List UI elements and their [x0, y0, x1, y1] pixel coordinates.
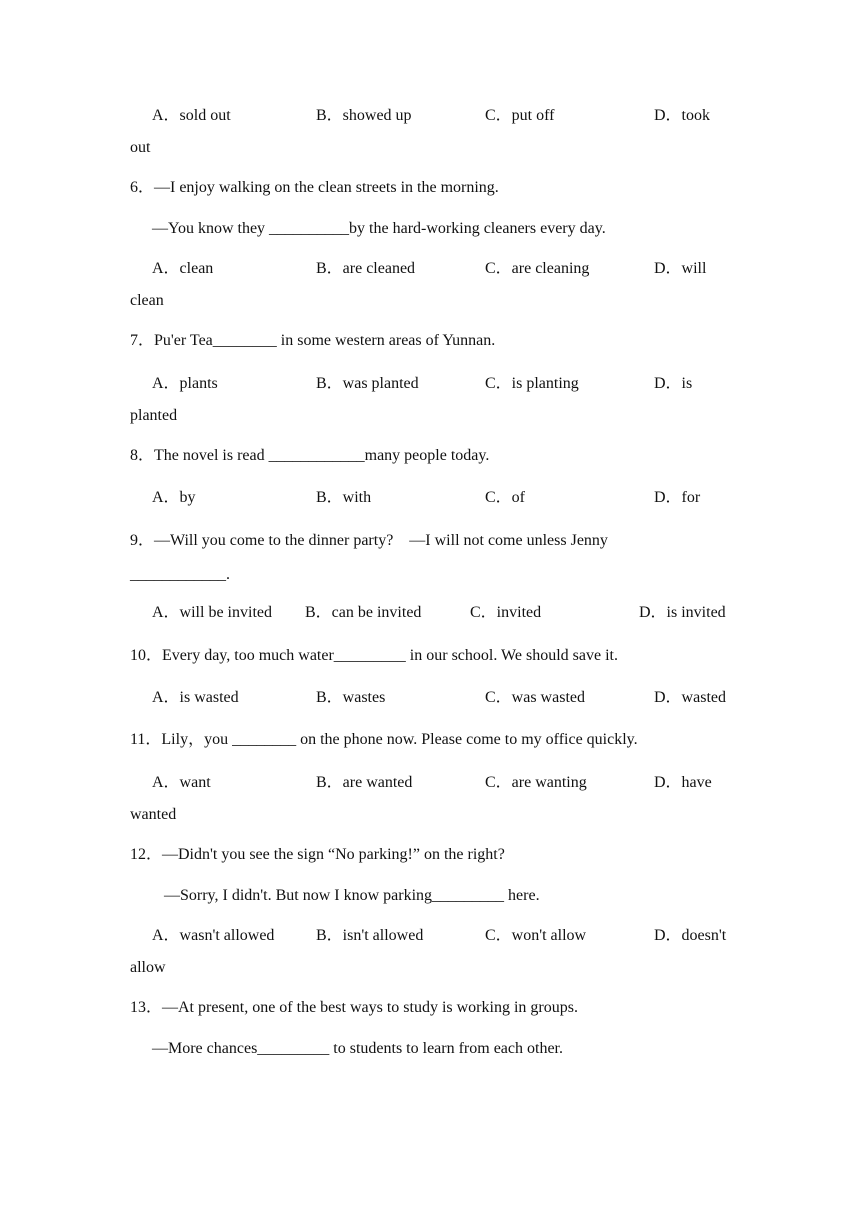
q8-option-b: B．with	[316, 489, 372, 506]
q8-stem: 8．The novel is read ____________many people today.	[130, 447, 490, 464]
q11-option-b: B．are wanted	[316, 774, 413, 791]
q10-option-b: B．wastes	[316, 689, 386, 706]
q11-option-d: D．have	[654, 774, 712, 791]
q11-option-c: C．are wanting	[485, 774, 587, 791]
q10-stem: 10．Every day, too much water_________ in our school. We should save it.	[130, 647, 618, 664]
q9-option-c: C．invited	[470, 604, 542, 621]
q10-option-c: C．was wasted	[485, 689, 585, 706]
q6-option-a: A．clean	[152, 260, 214, 277]
q6-option-c: C．are cleaning	[485, 260, 590, 277]
q13-stem: 13．—At present, one of the best ways to study is working in groups.	[130, 999, 578, 1016]
q9-option-d: D．is invited	[639, 604, 726, 621]
q5-option-d: D．took	[654, 107, 711, 124]
q11-option-d-wrap: wanted	[130, 806, 177, 823]
q7-stem: 7．Pu'er Tea________ in some western areas of Yunnan.	[130, 332, 496, 349]
q5-option-a: A．sold out	[152, 107, 231, 124]
q11-stem: 11．Lily，you ________ on the phone now. Please come to my office quickly.	[130, 731, 638, 748]
q12-option-d: D．doesn't	[654, 927, 727, 944]
q13-reply: —More chances_________ to students to learn from each other.	[152, 1040, 563, 1057]
q7-option-d: D．is	[654, 375, 693, 392]
q8-option-a: A．by	[152, 489, 196, 506]
q9-stem: 9．—Will you come to the dinner party? —I will not come unless Jenny	[130, 532, 608, 549]
q12-stem: 12．—Didn't you see the sign “No parking!” on the right?	[130, 846, 505, 863]
q6-option-b: B．are cleaned	[316, 260, 416, 277]
q7-option-c: C．is planting	[485, 375, 579, 392]
q8-option-d: D．for	[654, 489, 701, 506]
q12-option-d-wrap: allow	[130, 959, 166, 976]
q12-option-b: B．isn't allowed	[316, 927, 424, 944]
q10-option-d: D．wasted	[654, 689, 726, 706]
q8-option-c: C．of	[485, 489, 526, 506]
q12-option-a: A．wasn't allowed	[152, 927, 275, 944]
q7-option-d-wrap: planted	[130, 407, 178, 424]
q9-option-a: A．will be invited	[152, 604, 272, 621]
q5-option-c: C．put off	[485, 107, 555, 124]
q11-option-a: A．want	[152, 774, 211, 791]
q6-reply: —You know they __________by the hard-working cleaners every day.	[152, 220, 606, 237]
q5-option-b: B．showed up	[316, 107, 412, 124]
q6-stem: 6．—I enjoy walking on the clean streets in the morning.	[130, 179, 499, 196]
q6-option-d-wrap: clean	[130, 292, 164, 309]
q7-option-b: B．was planted	[316, 375, 419, 392]
q6-option-d: D．will	[654, 260, 707, 277]
q7-option-a: A．plants	[152, 375, 218, 392]
q12-option-c: C．won't allow	[485, 927, 587, 944]
q5-option-d-wrap: out	[130, 139, 151, 156]
q9-option-b: B．can be invited	[305, 604, 422, 621]
q12-reply: —Sorry, I didn't. But now I know parking_________ here.	[164, 887, 540, 904]
q9-stem-wrap: ____________.	[130, 566, 230, 583]
q10-option-a: A．is wasted	[152, 689, 239, 706]
